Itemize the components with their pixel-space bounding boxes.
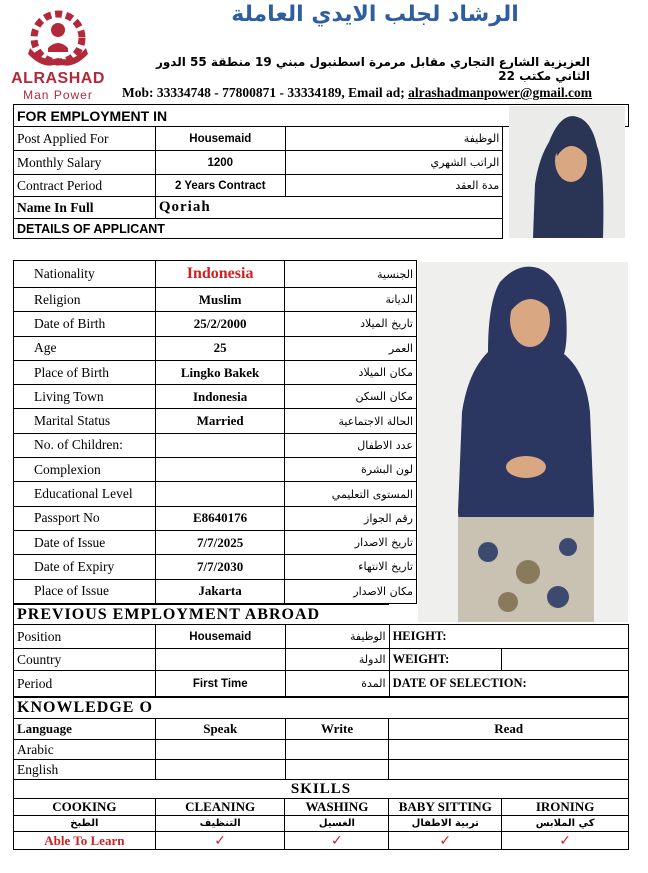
detail-row (14, 360, 417, 384)
skills-heading: SKILLS (14, 780, 629, 799)
skill-baby-sitting-header: BABY SITTING (389, 799, 502, 816)
complexion-value (155, 458, 285, 482)
company-logo (8, 8, 108, 100)
salary-value: 1200 (155, 151, 285, 175)
country-label: Country (14, 649, 156, 671)
educational-level-label-ar: المستوى التعليمي (285, 482, 417, 506)
knowledge-table (13, 697, 629, 780)
place-of-issue-label: Place of Issue (14, 579, 156, 603)
salary-label: Monthly Salary (14, 151, 156, 175)
position-label: Position (14, 625, 156, 649)
educational-level-value (155, 482, 285, 506)
detail-row (14, 336, 417, 360)
position-value: Housemaid (155, 625, 285, 649)
company-title-arabic: الرشاد لجلب الايدي العاملة (231, 2, 519, 27)
date-of-expiry-label-ar: تاريخ الانتهاء (285, 555, 417, 579)
living-town-label-ar: مكان السكن (285, 385, 417, 409)
detail-row (14, 530, 417, 554)
checkmark-icon: ✓ (389, 832, 502, 850)
name-value: Qoriah (155, 197, 502, 219)
passport-no-label-ar: رقم الجواز (285, 506, 417, 530)
detail-row (14, 261, 417, 288)
date-of-issue-label-ar: تاريخ الاصدار (285, 530, 417, 554)
post-label-ar: الوظيفة (285, 127, 503, 151)
skill-ironing-header: IRONING (502, 799, 629, 816)
skill-washing-header: WASHING (285, 799, 389, 816)
nationality-label: Nationality (14, 261, 156, 288)
no-of-children-label-ar: عدد الاطفال (285, 433, 417, 457)
marital-status-label-ar: الحالة الاجتماعية (285, 409, 417, 433)
skill-cooking-header-ar: الطبخ (14, 816, 156, 832)
place-of-issue-value: Jakarta (155, 579, 285, 603)
detail-row (14, 458, 417, 482)
skills-table (13, 779, 629, 850)
position-label-ar: الوظيفة (285, 625, 389, 649)
marital-status-value: Married (155, 409, 285, 433)
date-of-birth-value: 25/2/2000 (155, 312, 285, 336)
educational-level-label: Educational Level (14, 482, 156, 506)
post-label: Post Applied For (14, 127, 156, 151)
salary-label-ar: الراتب الشهري (285, 151, 503, 175)
knowledge-heading: KNOWLEDGE O (14, 698, 629, 719)
nationality-label-ar: الجنسية (285, 261, 417, 288)
detail-row (14, 385, 417, 409)
previous-heading: PREVIOUS EMPLOYMENT ABROAD (14, 605, 390, 625)
contract-label: Contract Period (14, 175, 156, 197)
height-field: HEIGHT: (389, 625, 628, 649)
details-heading: DETAILS OF APPLICANT (14, 219, 503, 239)
skill-cleaning-header-ar: التنظيف (155, 816, 285, 832)
period-label-ar: المدة (285, 671, 389, 697)
skill-cooking-header: COOKING (14, 799, 156, 816)
place-of-birth-label: Place of Birth (14, 360, 156, 384)
no-of-children-value (155, 433, 285, 457)
hands-gear-icon (8, 8, 108, 70)
language-col-header: Language (14, 719, 156, 740)
age-label: Age (14, 336, 156, 360)
religion-label-ar: الديانة (285, 288, 417, 312)
language-english: English (14, 760, 156, 780)
date-of-selection-field: DATE OF SELECTION: (389, 671, 628, 697)
date-of-birth-label-ar: تاريخ الميلاد (285, 312, 417, 336)
write-col-header: Write (285, 719, 389, 740)
living-town-value: Indonesia (155, 385, 285, 409)
detail-row (14, 482, 417, 506)
detail-row (14, 555, 417, 579)
place-of-birth-label-ar: مكان الميلاد (285, 360, 417, 384)
age-value: 25 (155, 336, 285, 360)
employment-heading: FOR EMPLOYMENT IN (14, 105, 629, 127)
skill-baby-sitting-header-ar: تربية الاطفال (389, 816, 502, 832)
detail-row (14, 506, 417, 530)
age-label-ar: العمر (285, 336, 417, 360)
skill-cleaning-header: CLEANING (155, 799, 285, 816)
logo-subtitle: Man Power (23, 88, 93, 102)
passport-no-label: Passport No (14, 506, 156, 530)
detail-row (14, 409, 417, 433)
language-arabic: Arabic (14, 740, 156, 760)
checkmark-icon: ✓ (155, 832, 285, 850)
detail-row (14, 312, 417, 336)
skill-cooking-value: Able To Learn (14, 832, 156, 850)
nationality-value: Indonesia (155, 261, 285, 288)
company-address-arabic: العزيزية الشارع التجاري مقابل مرمرة اسطنبول مبني 19 منطقة 55 الدور الثاني مكتب 22 (155, 55, 590, 83)
period-value: First Time (155, 671, 285, 697)
checkmark-icon: ✓ (502, 832, 629, 850)
applicant-photo-full (418, 262, 628, 622)
logo-name: ALRASHAD (11, 70, 105, 87)
passport-no-value: E8640176 (155, 506, 285, 530)
date-of-expiry-label: Date of Expiry (14, 555, 156, 579)
detail-row (14, 433, 417, 457)
skill-ironing-header-ar: كي الملابس (502, 816, 629, 832)
details-table (13, 260, 417, 604)
phone-numbers: Mob: 33334748 - 77800871 - 33334189, Email ad; (122, 85, 409, 100)
contract-label-ar: مدة العقد (285, 175, 503, 197)
post-value: Housemaid (155, 127, 285, 151)
no-of-children-label: No. of Children: (14, 433, 156, 457)
religion-label: Religion (14, 288, 156, 312)
living-town-label: Living Town (14, 385, 156, 409)
read-col-header: Read (389, 719, 629, 740)
checkmark-icon: ✓ (285, 832, 389, 850)
place-of-birth-value: Lingko Bakek (155, 360, 285, 384)
complexion-label-ar: لون البشرة (285, 458, 417, 482)
name-label: Name In Full (14, 197, 156, 219)
date-of-birth-label: Date of Birth (14, 312, 156, 336)
previous-employment-table (13, 604, 629, 697)
contact-line (122, 85, 637, 101)
email-link[interactable]: alrashadmanpower@gmail.com (408, 85, 593, 100)
country-value (155, 649, 285, 671)
detail-row (14, 579, 417, 603)
country-label-ar: الدولة (285, 649, 389, 671)
marital-status-label: Marital Status (14, 409, 156, 433)
speak-col-header: Speak (155, 719, 285, 740)
applicant-photo-small (509, 106, 625, 238)
date-of-issue-label: Date of Issue (14, 530, 156, 554)
complexion-label: Complexion (14, 458, 156, 482)
weight-field: WEIGHT: (389, 649, 502, 671)
skill-washing-header-ar: الغسيل (285, 816, 389, 832)
period-label: Period (14, 671, 156, 697)
date-of-issue-value: 7/7/2025 (155, 530, 285, 554)
place-of-issue-label-ar: مكان الاصدار (285, 579, 417, 603)
date-of-expiry-value: 7/7/2030 (155, 555, 285, 579)
religion-value: Muslim (155, 288, 285, 312)
contract-value: 2 Years Contract (155, 175, 285, 197)
detail-row (14, 288, 417, 312)
